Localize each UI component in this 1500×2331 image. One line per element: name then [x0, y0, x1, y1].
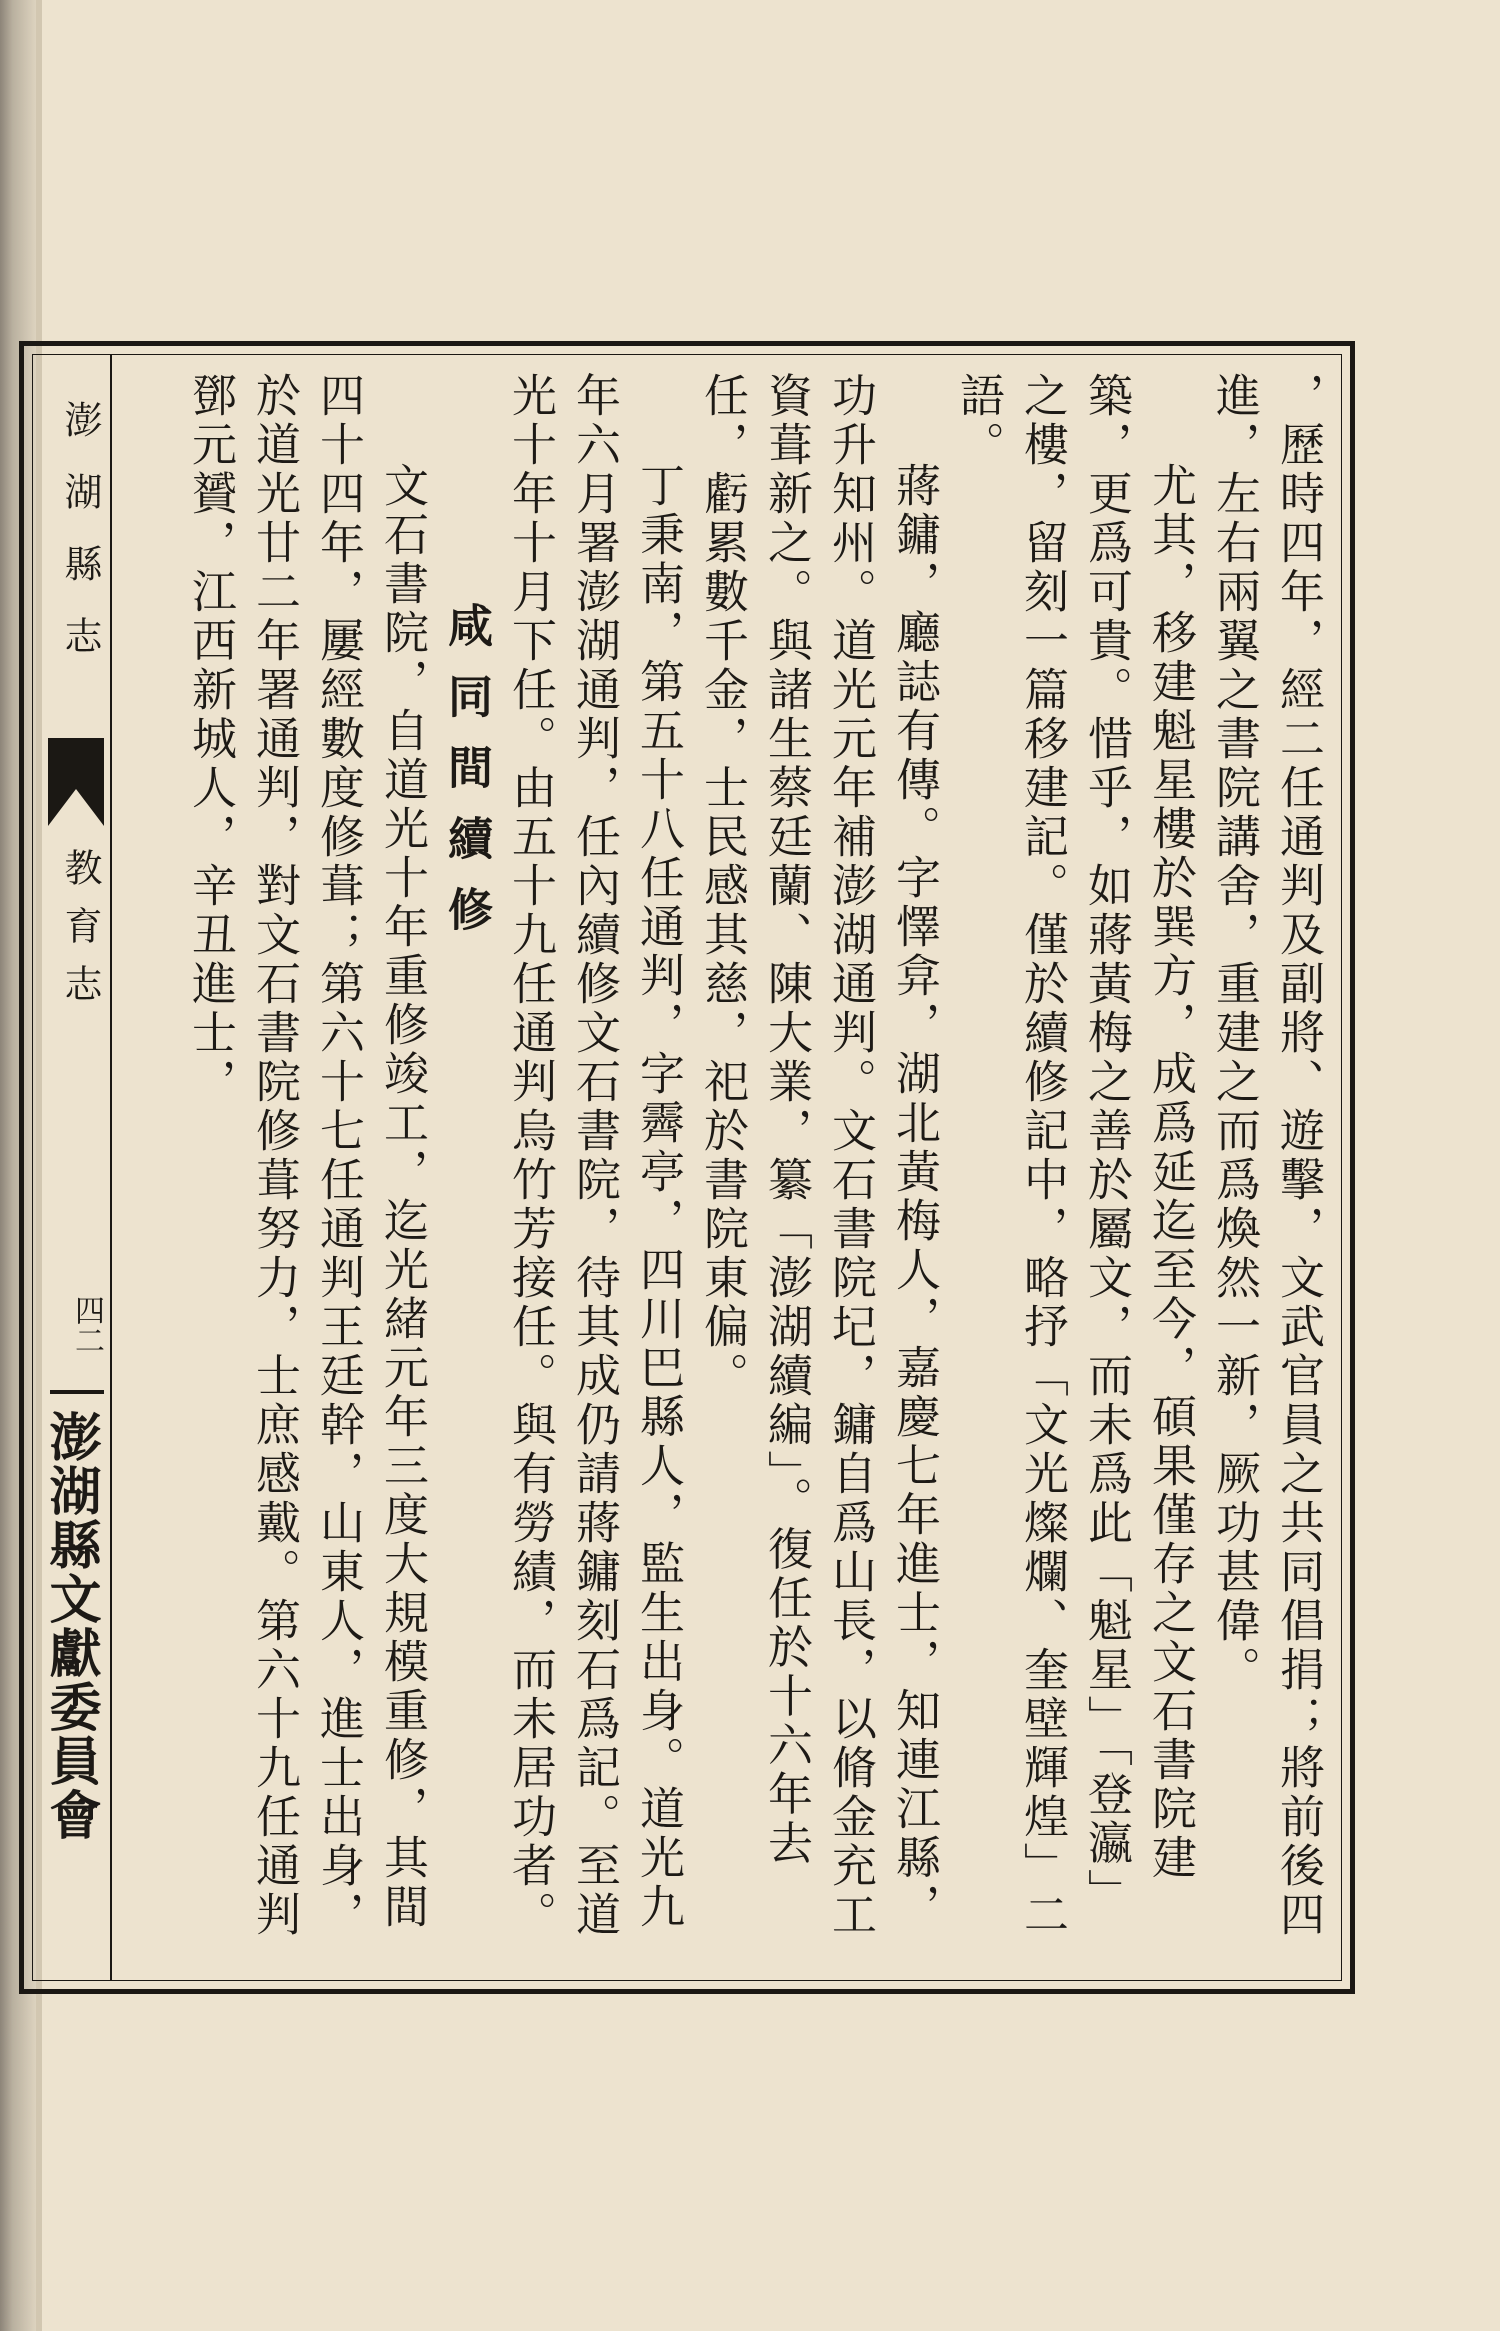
paragraph-4: 丁秉南，第五十八任通判，字霽亭，四川巴縣人，監生出身。道光九年六月署澎湖通判，任內續修文石書院，待其成仍請蔣鏞刻石爲記。至道光十年十月下任。由五十九任通判烏竹芳接任。與有勞績，而未居功者。 — [504, 372, 685, 1940]
fish-tail-mark — [48, 738, 104, 826]
paragraph-1: ，歷時四年，經二任通判及副將、遊擊，文武官員之共同倡捐；將前後四進，左右兩翼之書院講舍，重建之而爲煥然一新，厥功甚偉。 — [1208, 372, 1325, 1940]
book-title: 澎湖縣志 — [58, 400, 102, 688]
page-number: 四二 — [69, 1295, 104, 1355]
paragraph-2: 尤其，移建魁星樓於巽方，成爲延迄至今，碩果僅存之文石書院建築，更爲可貴。惜乎，如蔣黃梅之善於屬文，而未爲此「魁星」「登瀛」之樓，留刻一篇移建記。僅於續修記中，略抒「文光燦爛、奎壁輝煌」二語。 — [952, 372, 1197, 1940]
paragraph-5: 文石書院，自道光十年重修竣工，迄光緒元年三度大規模重修，其間四十四年，屢經數度修葺；第六十七任通判王廷幹，山東人，進士出身，於道光廿二年署通判，對文石書院修葺努力，士庶感戴。第六十九任通判鄧元贇，江西新城人，辛丑進士， — [184, 372, 429, 1940]
publisher-name: 澎湖縣文獻委員會 — [40, 1410, 101, 1842]
margin-divider-rule — [110, 354, 112, 1981]
margin-rule — [50, 1390, 104, 1394]
main-text — [118, 372, 1330, 1962]
margin-column — [42, 400, 108, 1960]
paragraph-3: 蔣鏞，廳誌有傳。字懌弇，湖北黃梅人，嘉慶七年進士，知連江縣，功升知州。道光元年補澎湖通判。文石書院圮，鏞自爲山長，以脩金充工資葺新之。與諸生蔡廷蘭、陳大業，纂「澎湖續編」。復任於十六年去任，虧累數千金，士民感其慈，祀於書院東偏。 — [696, 372, 941, 1940]
section-heading: 咸同間續修 — [440, 602, 493, 957]
section-title: 教育志 — [58, 848, 102, 1022]
